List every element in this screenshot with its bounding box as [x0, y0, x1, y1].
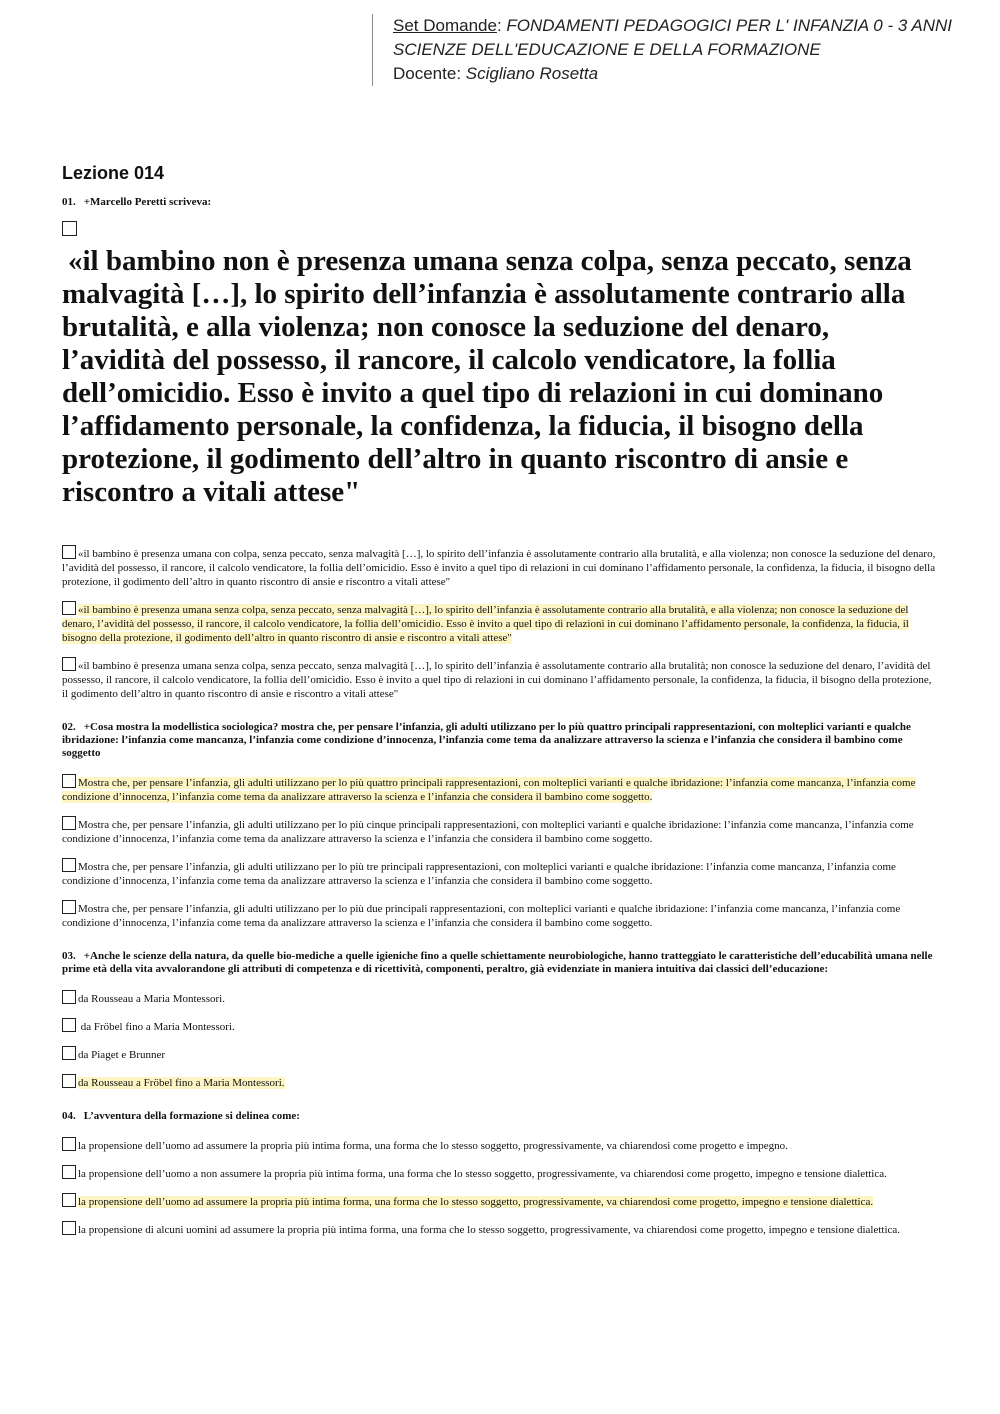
- document-header: [372, 14, 993, 86]
- faculty: SCIENZE DELL'EDUCAZIONE E DELLA FORMAZIONE: [393, 40, 821, 59]
- answer-option: [62, 1165, 938, 1181]
- answer-option: [62, 1221, 938, 1237]
- option-text: la propensione di alcuni uomini ad assumere la propria più intima forma, una forma che lo stesso soggetto, progressivamente, va chiarendosi come progetto, impegno e tensione dialettica.: [78, 1224, 901, 1236]
- question-02: [62, 721, 938, 930]
- checkbox[interactable]: [62, 1221, 76, 1235]
- question-text: +Marcello Peretti scriveva:: [83, 196, 212, 208]
- quote-body: «il bambino non è presenza umana senza colpa, senza peccato, senza malvagità […], lo spirito dell’infanzia è assolutamente contrario alla brutalità, e alla violenza; non conosce la seduzione del denaro, l’avidità del possesso, il rancore, il calcolo vendicatore, la follia dell’omicidio. Esso è invito a quel tipo di relazioni in cui dominano l’affidamento personale, la confidenza, la fiducia, il bisogno della protezione, il godimento dell’altro in quanto riscontro di ansie e riscontro a vitali attese": [62, 245, 912, 508]
- question-header: [62, 196, 938, 209]
- question-01: [62, 196, 938, 701]
- set-separator: :: [496, 16, 507, 35]
- question-04: [62, 1110, 938, 1237]
- answer-option: [62, 657, 938, 701]
- question-header: [62, 721, 938, 760]
- option-text: da Rousseau a Fröbel fino a Maria Montessori.: [78, 1077, 285, 1089]
- answer-option-highlighted: [62, 1074, 938, 1090]
- checkbox[interactable]: [62, 774, 76, 788]
- checkbox[interactable]: [62, 545, 76, 559]
- set-title: FONDAMENTI PEDAGOGICI PER L' INFANZIA 0 - 3 ANNI: [506, 16, 953, 35]
- question-text: +Cosa mostra la modellistica sociologica? mostra che, per pensare l’infanzia, gli adulti utilizzano per lo più quattro principali rappresentazioni, con molteplici varianti e qualche ibridazione: l’infanzia come mancanza, l’infanzia come condizione d’innocenza, l’infanzia come tema da analizzare attraverso la scienza e l’infanzia che considera il bambino come soggetto: [62, 721, 911, 759]
- question-text: L’avventura della formazione si delinea come:: [83, 1110, 300, 1122]
- checkbox[interactable]: [62, 816, 76, 830]
- teacher-label: Docente:: [393, 64, 466, 83]
- checkbox[interactable]: [62, 1137, 76, 1151]
- option-text: «il bambino è presenza umana con colpa, senza peccato, senza malvagità […], lo spirito dell’infanzia è assolutamente contrario alla brutalità, e alla violenza; non conosce la seduzione del denaro, l’avidità del possesso, il rancore, il calcolo vendicatore, la follia dell’omicidio. Esso è invito a quel tipo di relazioni in cui dominano l’affidamento personale, la confidenza, la fiducia, il bisogno della protezione, il godimento dell’altro in quanto riscontro di ansie e riscontro a vitali attese": [62, 548, 936, 588]
- answer-option: [62, 545, 938, 589]
- set-label: Set Domande: [393, 16, 497, 35]
- answer-option-highlighted: [62, 774, 938, 804]
- checkbox[interactable]: [62, 1018, 76, 1032]
- checkbox[interactable]: [62, 1074, 76, 1088]
- option-text: Mostra che, per pensare l’infanzia, gli adulti utilizzano per lo più cinque principali rappresentazioni, con molteplici varianti e qualche ibridazione: l’infanzia come mancanza, l’infanzia come condizione d’innocenza, l’infanzia come tema da analizzare attraverso la scienza e l’infanzia che considera il bambino come soggetto.: [62, 819, 914, 845]
- teacher-name: Scigliano Rosetta: [465, 64, 599, 83]
- answer-option: [62, 900, 938, 930]
- answer-option: [62, 1018, 938, 1034]
- question-header: [62, 950, 938, 976]
- question-number: 01.: [62, 196, 76, 208]
- option-text: Mostra che, per pensare l’infanzia, gli adulti utilizzano per lo più tre principali rappresentazioni, con molteplici varianti e qualche ibridazione: l’infanzia come mancanza, l’infanzia come condizione d’innocenza, l’infanzia come tema da analizzare attraverso la scienza e l’infanzia che considera il bambino come soggetto.: [62, 861, 896, 887]
- checkbox[interactable]: [62, 990, 76, 1004]
- checkbox[interactable]: [62, 657, 76, 671]
- checkbox[interactable]: [62, 858, 76, 872]
- answer-option: [62, 816, 938, 846]
- question-number: 03.: [62, 950, 76, 962]
- lesson-title: Lezione 014: [62, 163, 165, 183]
- checkbox[interactable]: [62, 1165, 76, 1179]
- option-text: Mostra che, per pensare l’infanzia, gli adulti utilizzano per lo più due principali rappresentazioni, con molteplici varianti e qualche ibridazione: l’infanzia come mancanza, l’infanzia come condizione d’innocenza, l’infanzia come tema da analizzare attraverso la scienza e l’infanzia che considera il bambino come soggetto.: [62, 903, 901, 929]
- questions-list: [62, 196, 938, 1257]
- question-number: 04.: [62, 1110, 76, 1122]
- answer-option: [62, 1137, 938, 1153]
- quote-text: [62, 245, 938, 509]
- answer-option-highlighted: [62, 601, 938, 645]
- question-number: 02.: [62, 721, 76, 733]
- checkbox[interactable]: [62, 1193, 76, 1207]
- checkbox[interactable]: [62, 1046, 76, 1060]
- teacher-line: [393, 62, 993, 86]
- answer-option: [62, 858, 938, 888]
- option-text: la propensione dell’uomo a non assumere la propria più intima forma, una forma che lo stesso soggetto, progressivamente, va chiarendosi come progetto, impegno e tensione dialettica.: [78, 1168, 887, 1180]
- option-text: da Rousseau a Maria Montessori.: [78, 993, 225, 1005]
- set-line: [393, 14, 993, 38]
- question-header: [62, 1110, 938, 1123]
- answer-option-highlighted: [62, 1193, 938, 1209]
- option-text: da Fröbel fino a Maria Montessori.: [78, 1021, 235, 1033]
- question-text: +Anche le scienze della natura, da quelle bio-mediche a quelle igieniche fino a quelle schiettamente neurobiologiche, hanno tratteggiato le caratteristiche dell’educabilità umana nelle prime età della vita avvalorandone gli attributi di competenza e di ricettività, componenti, peraltro, già evidenziate in maniera intuitiva dai classici dell’educazione:: [62, 950, 933, 975]
- question-03: [62, 950, 938, 1090]
- option-text: la propensione dell’uomo ad assumere la propria più intima forma, una forma che lo stesso soggetto, progressivamente, va chiarendosi come progetto e impegno.: [78, 1140, 788, 1152]
- checkbox[interactable]: [62, 221, 77, 236]
- option-text: da Piaget e Brunner: [78, 1049, 166, 1061]
- option-text: «il bambino è presenza umana senza colpa, senza peccato, senza malvagità […], lo spirito dell’infanzia è assolutamente contrario alla brutalità, e alla violenza; non conosce la seduzione del denaro, l’avidità del possesso, il rancore, il calcolo vendicatore, la follia dell’omicidio. Esso è invito a quel tipo di relazioni in cui dominano l’affidamento personale, la confidenza, la fiducia, il bisogno della protezione, il godimento dell’altro in quanto riscontro di ansie e riscontro a vitali attese": [62, 604, 909, 644]
- option-text: la propensione dell’uomo ad assumere la propria più intima forma, una forma che lo stesso soggetto, progressivamente, va chiarendosi come progetto, impegno e tensione dialettica.: [78, 1196, 874, 1208]
- checkbox[interactable]: [62, 601, 76, 615]
- checkbox[interactable]: [62, 900, 76, 914]
- option-text: Mostra che, per pensare l’infanzia, gli adulti utilizzano per lo più quattro principali rappresentazioni, con molteplici varianti e qualche ibridazione: l’infanzia come mancanza, l’infanzia come condizione d’innocenza, l’infanzia come tema da analizzare attraverso la scienza e l’infanzia che considera il bambino come soggetto.: [62, 777, 916, 803]
- answer-option: [62, 1046, 938, 1062]
- option-text: «il bambino è presenza umana senza colpa, senza peccato, senza malvagità […], lo spirito dell’infanzia è assolutamente contrario alla brutalità; non conosce la seduzione del denaro, l’avidità del possesso, il rancore, il calcolo vendicatore, la follia dell’omicidio. Esso è invito a quel tipo di relazioni in cui dominano l’affidamento personale, la confidenza, la fiducia, il bisogno della protezione, il godimento dell’altro in quanto riscontro di ansie e riscontro a vitali attese": [62, 660, 932, 700]
- answer-option: [62, 990, 938, 1006]
